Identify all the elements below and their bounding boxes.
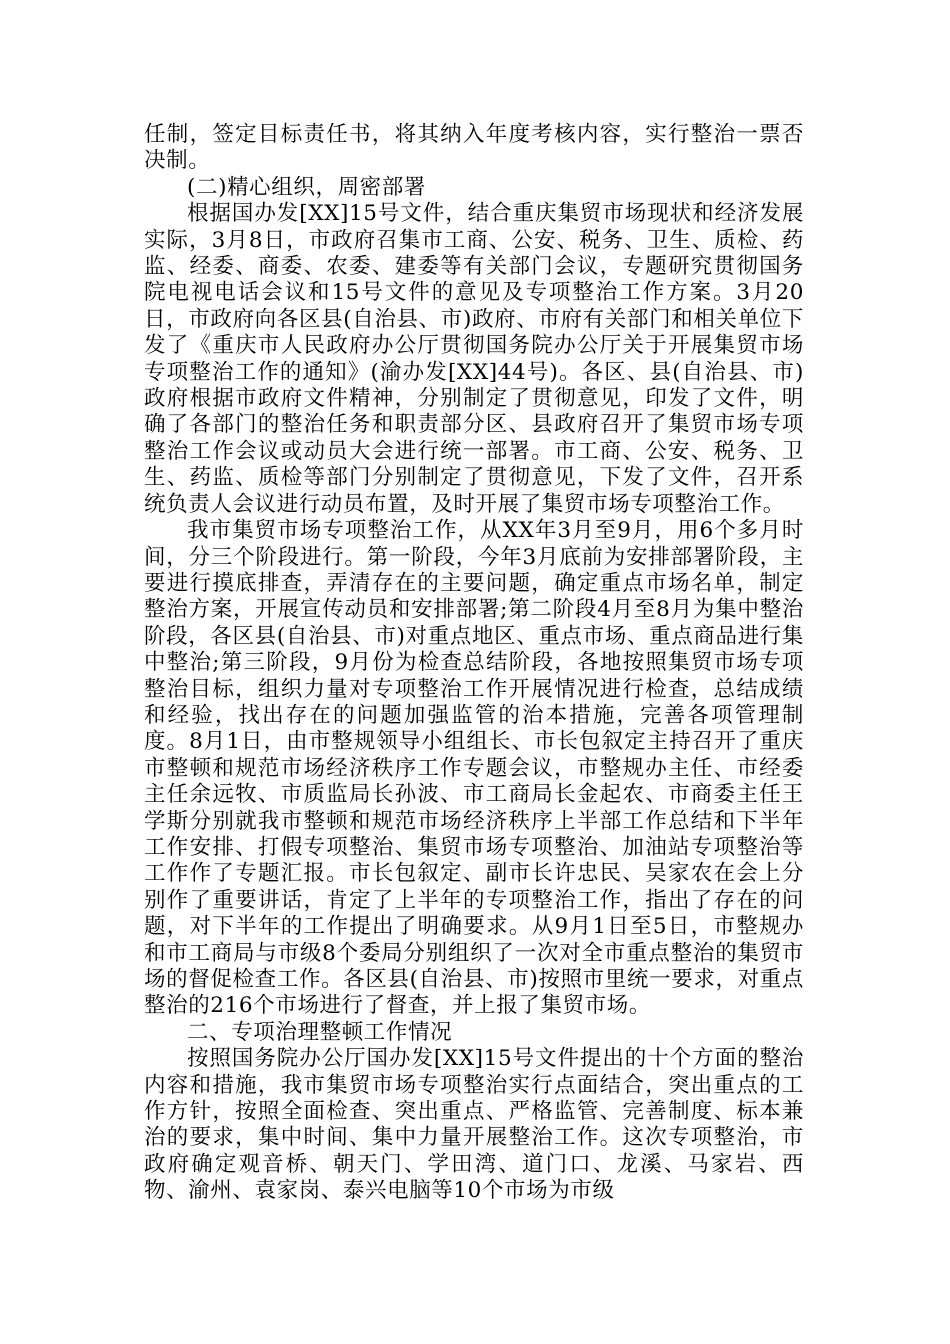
document-body	[144, 122, 804, 1205]
section-heading-rectification: 二、专项治理整顿工作情况	[187, 1019, 453, 1045]
section-heading-organization: (二)精心组织，周密部署	[187, 174, 426, 200]
paragraph-rectification: 按照国务院办公厅国办发[XX]15号文件提出的十个方面的整治内容和措施，我市集贸市场专项整治实行点面结合，突出重点的工作方针，按照全面检查、突出重点、严格监管、完善制度、标本兼治的要求，集中时间、集中力量开展整治工作。这次专项整治，市政府确定观音桥、朝天门、学田湾、道门口、龙溪、马家岩、西物、渝州、袁家岗、泰兴电脑等10个市场为市级	[144, 1046, 804, 1204]
paragraph-phases: 我市集贸市场专项整治工作，从XX年3月至9月，用6个多月时间，分三个阶段进行。第一阶段，今年3月底前为安排部署阶段，主要进行摸底排查，弄清存在的主要问题，确定重点市场名单，制定整治方案，开展宣传动员和安排部署;第二阶段4月至8月为集中整治阶段，各区县(自治县、市)对重点地区、重点市场、重点商品进行集中整治;第三阶段，9月份为检查总结阶段，各地按照集贸市场专项整治目标，组织力量对专项整治工作开展情况进行检查，总结成绩和经验，找出存在的问题加强监管的治本措施，完善各项管理制度。8月1日，由市整规领导小组组长、市长包叙定主持召开了重庆市整顿和规范市场经济秩序工作专题会议，市整规办主任、市经委主任余远牧、市质监局长孙波、市工商局长金起农、市商委主任王学斯分别就我市整顿和规范市场经济秩序上半部工作总结和下半年工作安排、打假专项整治、集贸市场专项整治、加油站专项整治等工作作了专题汇报。市长包叙定、副市长许忠民、吴家农在会上分别作了重要讲话，肯定了上半年的专项整治工作，指出了存在的问题，对下半年的工作提出了明确要求。从9月1日至5日，市整规办和市工商局与市级8个委局分别组织了一次对全市重点整治的集贸市场的督促检查工作。各区县(自治县、市)按照市里统一要求，对重点整治的216个市场进行了督查，并上报了集贸市场。	[144, 518, 804, 1019]
paragraph-deployment: 根据国办发[XX]15号文件，结合重庆集贸市场现状和经济发展实际，3月8日，市政府召集市工商、公安、税务、卫生、质检、药监、经委、商委、农委、建委等有关部门会议，专题研究贯彻国务院电视电话会议和15号文件的意见及专项整治工作方案。3月20日，市政府向各区县(自治县、市)政府、市府有关部门和相关单位下发了《重庆市人民政府办公厅贯彻国务院办公厅关于开展集贸市场专项整治工作的通知》(渝办发[XX]44号)。各区、县(自治县、市)政府根据市政府文件精神，分别制定了贯彻意见，印发了文件，明确了各部门的整治任务和职责部分区、县政府召开了集贸市场专项整治工作会议或动员大会进行统一部署。市工商、公安、税务、卫生、药监、质检等部门分别制定了贯彻意见，下发了文件，召开系统负责人会议进行动员布置，及时开展了集贸市场专项整治工作。	[144, 201, 804, 517]
paragraph-continuation: 任制，签定目标责任书，将其纳入年度考核内容，实行整治一票否决制。	[144, 122, 804, 174]
